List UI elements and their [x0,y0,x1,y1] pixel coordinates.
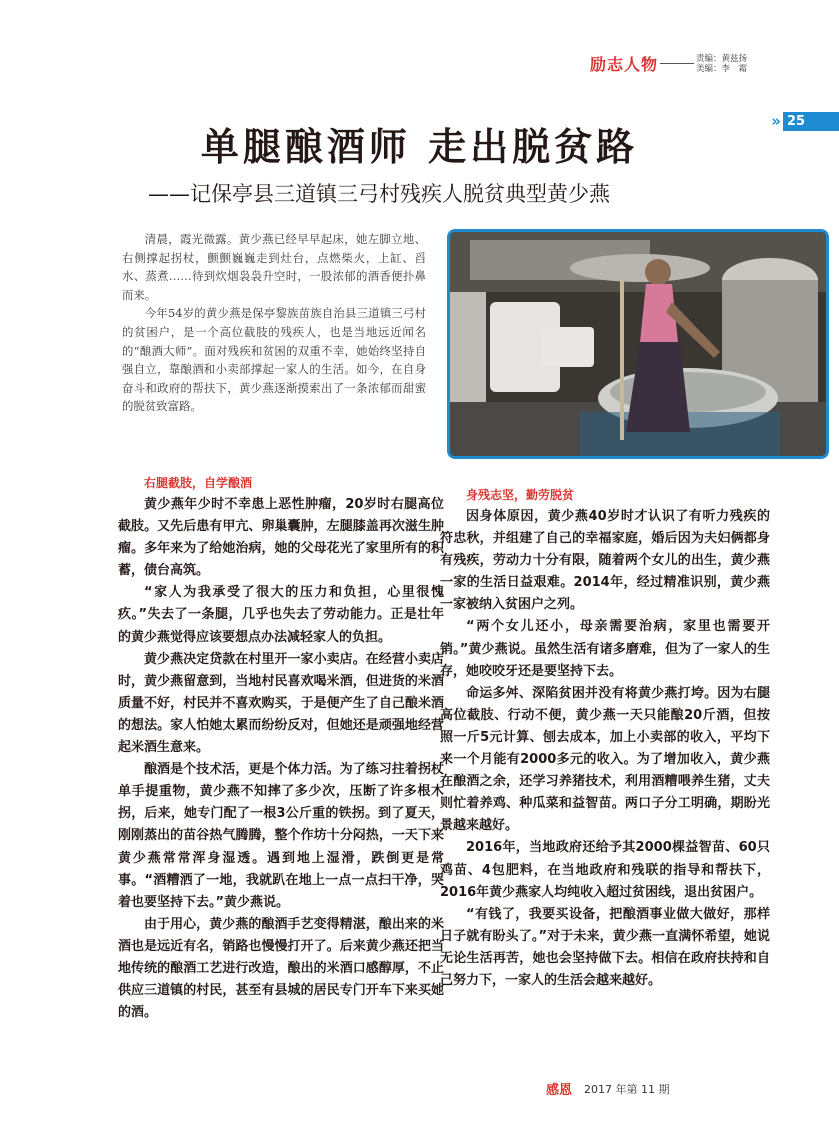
article-photo [447,229,829,459]
designer-line: 美编：李 霜 [695,63,747,74]
left-column [118,472,444,1024]
section-heading: 身残志坚，勤劳脱贫 [466,488,575,502]
page-footer [546,1079,670,1098]
photo-illustration [450,232,826,456]
body-paragraph: “家人为我承受了很大的压力和负担，心里很愧疚。”失去了一条腿，几乎也失去了劳动能力。正是壮年的黄少燕觉得应该要想点办法减轻家人的负担。 [118,585,444,645]
body-paragraph: 2016年，当地政府还给予其2000棵益智苗、60只鸡苗、4包肥料，在当地政府和残联的指导和帮扶下，2016年黄少燕家人均纯收入超过贫困线，退出贫困户。 [440,840,770,900]
section-divider [660,63,694,64]
intro-paragraph: 今年54岁的黄少燕是保亭黎族苗族自治县三道镇三弓村的贫困户，是一个高位截肢的残疾人，也是当地远近闻名的“酿酒大师”。面对残疾和贫困的双重不幸，她始终坚持自强自立，靠酿酒和小卖部撑起一家人的生活。如今，在自身奋斗和政府的帮扶下，黄少燕逐渐摸索出了一条浓郁而甜蜜的脱贫致富路。 [122,306,426,414]
section-name: 励志人物 [589,55,658,74]
intro-paragraph: 清晨，霞光微露。黄少燕已经早早起床，她左脚立地、右侧撑起拐杖，颤颤巍巍走到灶台，点燃柴火，上缸、舀水、蒸煮……待到炊烟袅袅升空时，一股浓郁的酒香便扑鼻而来。 [122,232,426,302]
body-paragraph: 命运多舛、深陷贫困并没有将黄少燕打垮。因为右腿高位截肢、行动不便，黄少燕一天只能酿20斤酒，但按照一斤5元计算、刨去成本，加上小卖部的收入，平均下来一个月能有2000多元的收入。为了增加收入，黄少燕在酿酒之余，还学习养猪技术，利用酒糟喂养生猪，丈夫则忙着养鸡、种瓜菜和益智苗。两口子分工明确，期盼光景越来越好。 [440,685,770,834]
body-paragraph: 黄少燕决定贷款在村里开一家小卖店。在经营小卖店时，黄少燕留意到，当地村民喜欢喝米酒，但进货的米酒质量不好，村民并不喜欢购买，于是便产生了自己酿米酒的想法。家人怕她太累而纷纷反对，但她还是顽强地经营起米酒生意来。 [118,651,444,756]
page-chevron-icon: » [771,112,781,130]
body-paragraph: 黄少燕年少时不幸患上恶性肿瘤，20岁时右腿高位截肢。又先后患有甲亢、卵巢囊肿，左腿膝盖再次滋生肿瘤。多年来为了给她治病，她的父母花光了家里所有的积蓄，债台高筑。 [118,497,444,579]
article-title: 单腿酿酒师 走出脱贫路 [200,125,639,169]
section-heading: 右腿截肢，自学酿酒 [144,476,253,490]
editor-credits [696,54,747,74]
right-column [440,484,770,992]
editor-line: 责编：黄兹扬 [695,53,747,64]
body-paragraph: 由于用心，黄少燕的酿酒手艺变得精湛，酿出来的米酒也是远近有名，销路也慢慢打开了。后来黄少燕还把当地传统的酿酒工艺进行改造，酿出的米酒口感醇厚，不止供应三道镇的村民，甚至有县城的居民专门开车下来买她的酒。 [118,916,444,1021]
article-intro [122,230,426,416]
issue-number: 2017 年第 11 期 [584,1082,670,1096]
section-header [590,52,747,75]
body-paragraph: 酿酒是个技术活，更是个体力活。为了练习拄着拐杖单手提重物，黄少燕不知摔了多少次，压断了许多根木拐，后来，她专门配了一根3公斤重的铁拐。到了夏天，刚刚蒸出的苗谷热气腾腾，整个作坊十分闷热，一天下来黄少燕常常浑身湿透。遇到地上湿滑，跌倒更是常事。“酒糟洒了一地，我就趴在地上一点一点扫干净，哭着也要坚持下去。”黄少燕说。 [118,762,444,910]
body-paragraph: 因身体原因，黄少燕40岁时才认识了有听力残疾的符忠秋，并组建了自己的幸福家庭，婚后因为夫妇俩都身有残疾，劳动力十分有限，随着两个女儿的出生，黄少燕一家的生活日益艰难。2014年，经过精准识别，黄少燕一家被纳入贫困户之列。 [440,509,770,613]
magazine-name: 感恩 [546,1083,573,1098]
body-paragraph: “两个女儿还小，母亲需要治病，家里也需要开销。”黄少燕说。虽然生活有诸多磨难，但为了一家人的生存，她咬咬牙还是要坚持下去。 [440,619,770,679]
page-number: 25 [783,112,839,131]
body-paragraph: “有钱了，我要买设备，把酿酒事业做大做好，那样日子就有盼头了。”对于未来，黄少燕一直满怀希望，她说无论生活再苦，她也会坚持做下去。相信在政府扶持和自己努力下，一家人的生活会越来越好。 [440,906,770,988]
article-subtitle: ——记保亭县三道镇三弓村残疾人脱贫典型黄少燕 [148,182,610,206]
